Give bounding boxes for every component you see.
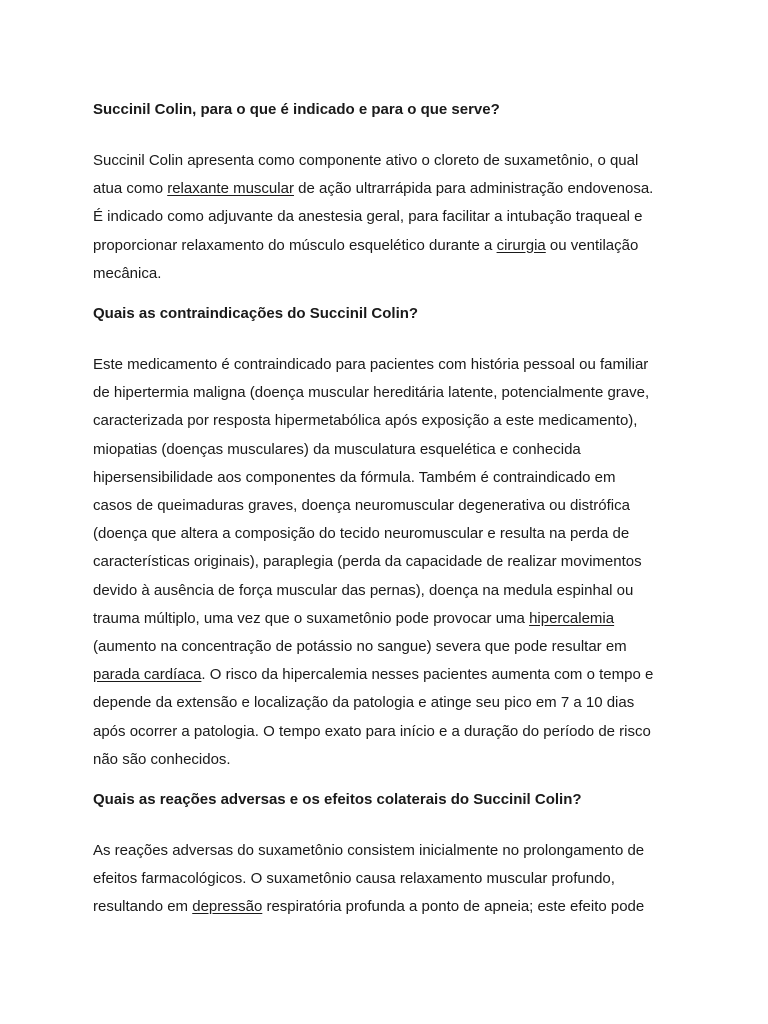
text-line bbox=[93, 436, 683, 464]
text-run: devido à ausência de força muscular das pernas), doença na medula espinhal ou bbox=[93, 581, 634, 599]
text-line bbox=[93, 865, 683, 893]
text-run: (doença que altera a composição do tecido neuromuscular e resulta na perda de bbox=[93, 525, 630, 543]
inline-link[interactable]: cirurgia bbox=[496, 236, 546, 254]
text-line bbox=[93, 837, 683, 865]
text-line bbox=[93, 464, 683, 492]
text-line bbox=[93, 718, 683, 746]
text-line bbox=[93, 548, 683, 576]
text-line bbox=[93, 351, 683, 379]
section-heading: Quais as contraindicações do Succinil Colin? bbox=[93, 305, 419, 323]
text-line bbox=[93, 689, 683, 717]
text-run: Este medicamento é contraindicado para pacientes com história pessoal ou familiar bbox=[93, 356, 649, 374]
text-run: ou ventilação bbox=[545, 236, 639, 254]
text-run: resultando em bbox=[93, 898, 193, 916]
text-line bbox=[93, 661, 683, 689]
text-run: não são conhecidos. bbox=[93, 750, 231, 768]
text-line bbox=[93, 407, 683, 435]
section-heading: Succinil Colin, para o que é indicado e para o que serve? bbox=[93, 101, 500, 118]
text-line bbox=[93, 633, 683, 661]
text-line bbox=[93, 520, 683, 548]
text-line bbox=[93, 492, 683, 520]
text-run: trauma múltiplo, uma vez que o suxametônio pode provocar uma bbox=[93, 609, 530, 627]
text-run: características originais), paraplegia (perda da capacidade de realizar movimentos bbox=[93, 553, 642, 571]
section-heading: Quais as reações adversas e os efeitos colaterais do Succinil Colin? bbox=[93, 791, 582, 809]
section-paragraph bbox=[93, 837, 683, 922]
text-run: miopatias (doenças musculares) da musculatura esquelética e conhecida bbox=[93, 440, 581, 458]
text-run: mecânica. bbox=[93, 264, 162, 282]
text-run: . O risco da hipercalemia nesses pacientes aumenta com o tempo e bbox=[201, 666, 654, 684]
document-page bbox=[93, 98, 683, 922]
text-line bbox=[93, 379, 683, 407]
inline-link[interactable]: hipercalemia bbox=[529, 609, 615, 627]
text-run: depende da extensão e localização da patologia e atinge seu pico em 7 a 10 dias bbox=[93, 694, 635, 712]
text-line bbox=[93, 175, 683, 203]
text-run: respiratória profunda a ponto de apneia; este efeito pode bbox=[262, 898, 645, 916]
text-run: É indicado como adjuvante da anestesia geral, para facilitar a intubação traqueal e bbox=[93, 208, 643, 226]
text-run: hipersensibilidade aos componentes da fórmula. Também é contraindicado em bbox=[93, 468, 616, 486]
text-line bbox=[93, 893, 683, 921]
text-run: atua como bbox=[93, 180, 168, 198]
section-paragraph bbox=[93, 351, 683, 774]
text-line bbox=[93, 577, 683, 605]
text-line bbox=[93, 203, 683, 231]
text-line bbox=[93, 147, 683, 175]
section-paragraph bbox=[93, 147, 683, 288]
text-run: de hipertermia maligna (doença muscular hereditária latente, potencialmente grave, bbox=[93, 384, 650, 402]
text-run: proporcionar relaxamento do músculo esquelético durante a bbox=[93, 236, 497, 254]
text-run: (aumento na concentração de potássio no sangue) severa que pode resultar em bbox=[93, 638, 627, 656]
text-line bbox=[93, 605, 683, 633]
inline-link[interactable]: parada cardíaca bbox=[93, 666, 202, 684]
text-line bbox=[93, 746, 683, 774]
text-run: Succinil Colin apresenta como componente ativo o cloreto de suxametônio, o qual bbox=[93, 152, 639, 169]
text-run: efeitos farmacológicos. O suxametônio causa relaxamento muscular profundo, bbox=[93, 870, 615, 888]
inline-link[interactable]: depressão bbox=[192, 898, 263, 916]
text-line bbox=[93, 232, 683, 260]
text-line bbox=[93, 260, 683, 288]
text-run: caracterizada por resposta hipermetabólica após exposição a este medicamento), bbox=[93, 412, 638, 430]
text-run: As reações adversas do suxametônio consistem inicialmente no prolongamento de bbox=[93, 842, 645, 860]
text-run: após ocorrer a patologia. O tempo exato para início e a duração do período de risco bbox=[93, 722, 651, 740]
inline-link[interactable]: relaxante muscular bbox=[167, 180, 294, 198]
text-run: de ação ultrarrápida para administração endovenosa. bbox=[293, 180, 654, 198]
text-run: casos de queimaduras graves, doença neuromuscular degenerativa ou distrófica bbox=[93, 497, 630, 515]
